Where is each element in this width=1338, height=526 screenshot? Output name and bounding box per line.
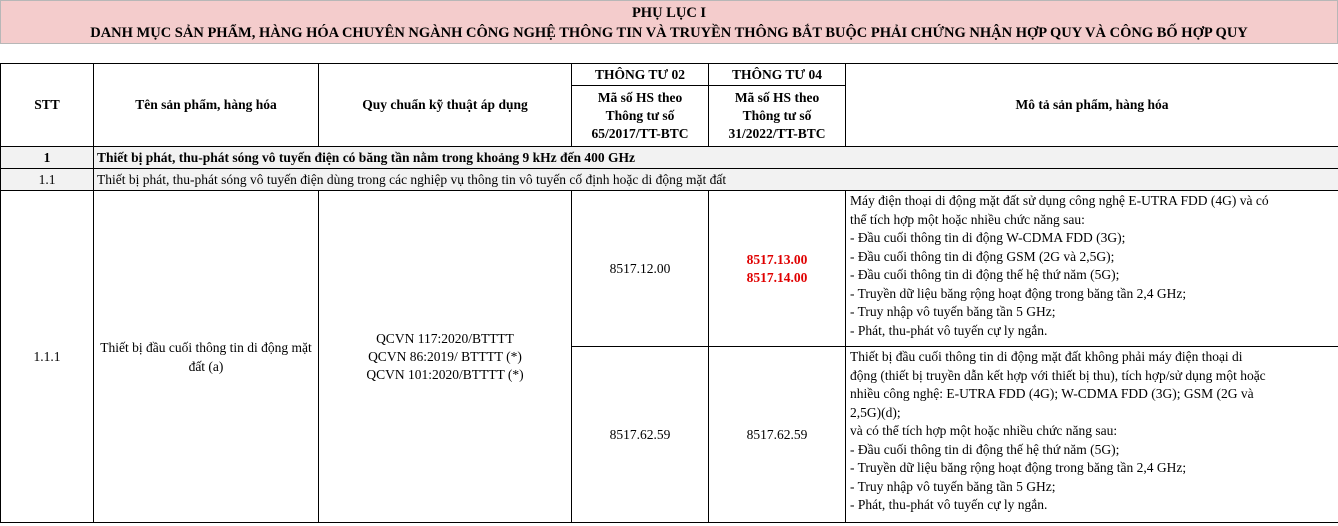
standard-line: QCVN 101:2020/BTTTT (*): [366, 366, 524, 382]
hs02-line-2: Thông tư số: [605, 108, 675, 123]
section-row-1-1: [1, 169, 1338, 191]
standard-line: QCVN 86:2019/ BTTTT (*): [368, 348, 522, 364]
item-row-1-hs04: [709, 191, 846, 347]
header-standard: Quy chuẩn kỹ thuật áp dụng: [319, 64, 572, 147]
header-hs-code-04: [709, 86, 846, 147]
header-product-name: Tên sản phẩm, hàng hóa: [94, 64, 319, 147]
desc-line: Máy điện thoại di động mặt đất sử dụng công nghệ E-UTRA FDD (4G) và có: [850, 193, 1269, 208]
appendix-title: PHỤ LỤC I: [631, 5, 707, 21]
item-row-1-description: [846, 191, 1338, 347]
desc-line: - Truyền dữ liệu băng rộng hoạt động trong băng tần 2,4 GHz;: [850, 460, 1187, 475]
hs04-line-1: Mã số HS theo: [734, 90, 820, 105]
desc-line: - Đầu cuối thông tin di động thế hệ thứ năm (5G);: [850, 267, 1120, 282]
header-hs-code-02: [572, 86, 709, 147]
desc-line: - Đầu cuối thông tin di động thế hệ thứ năm (5G);: [850, 441, 1120, 457]
desc-line: - Đầu cuối thông tin di động GSM (2G và 2,5G);: [850, 248, 1115, 264]
section-1-stt: 1: [1, 147, 94, 169]
item-1-1-1-standards: [319, 191, 572, 523]
header-circular-04: THÔNG TƯ 04: [709, 64, 846, 86]
item-row-2-description: [846, 347, 1338, 523]
desc-line: - Phát, thu-phát vô tuyến cự ly ngắn.: [850, 322, 1048, 338]
hs02-line-3: 65/2017/TT-BTC: [591, 126, 689, 141]
desc-line: - Phát, thu-phát vô tuyến cự ly ngắn.: [850, 497, 1048, 512]
desc-line: - Đầu cuối thông tin di động W-CDMA FDD (3G);: [850, 230, 1126, 245]
hs04-code: 8517.13.00: [746, 251, 808, 267]
item-1-1-1-stt: 1.1.1: [1, 191, 94, 523]
desc-line: thể tích hợp một hoặc nhiều chức năng sau:: [850, 211, 1085, 227]
header-stt: STT: [1, 64, 94, 147]
header-row-1: [1, 64, 1338, 86]
item-1-1-1-name: Thiết bị đầu cuối thông tin di động mặt đất (a): [94, 191, 319, 523]
desc-line: 2,5G)(d);: [850, 404, 901, 420]
hs02-line-1: Mã số HS theo: [597, 90, 683, 105]
item-row-2-hs04: 8517.62.59: [709, 347, 846, 523]
item-row-2-hs02: 8517.62.59: [572, 347, 709, 523]
standard-line: QCVN 117:2020/BTTTT: [376, 330, 514, 346]
desc-line: - Truy nhập vô tuyến băng tần 5 GHz;: [850, 478, 1056, 494]
desc-line: - Truy nhập vô tuyến băng tần 5 GHz;: [850, 304, 1056, 319]
desc-line: Thiết bị đầu cuối thông tin di động mặt đất không phải máy điện thoại di: [850, 349, 1243, 364]
hs04-code: 8517.14.00: [746, 269, 808, 285]
section-row-1: [1, 147, 1338, 169]
header-circular-02: THÔNG TƯ 02: [572, 64, 709, 86]
desc-line: động (thiết bị truyền dẫn kết hợp với thiết bị thu), tích hợp/sử dụng một hoặc: [850, 367, 1266, 383]
section-1-1-title: Thiết bị phát, thu-phát sóng vô tuyến điện dùng trong các nghiệp vụ thông tin vô tuyến cố định hoặc di động mặt đất: [94, 169, 1338, 191]
desc-line: nhiều công nghệ: E-UTRA FDD (4G); W-CDMA FDD (3G); GSM (2G và: [850, 386, 1254, 401]
hs04-line-3: 31/2022/TT-BTC: [728, 126, 826, 141]
desc-line: và có thể tích hợp một hoặc nhiều chức năng sau:: [850, 423, 1118, 438]
item-row-1: [1, 191, 1338, 347]
hs04-line-2: Thông tư số: [742, 108, 812, 123]
desc-line: - Truyền dữ liệu băng rộng hoạt động trong băng tần 2,4 GHz;: [850, 285, 1187, 301]
item-row-1-hs02: 8517.12.00: [572, 191, 709, 347]
appendix-subtitle: DANH MỤC SẢN PHẨM, HÀNG HÓA CHUYÊN NGÀNH CÔNG NGHỆ THÔNG TIN VÀ TRUYỀN THÔNG BẮT BUỘC PHẢI CHỨNG NHẬN HỢP QUY VÀ CÔNG BỐ HỢP QUY: [90, 25, 1248, 41]
section-1-title: Thiết bị phát, thu-phát sóng vô tuyến điện có băng tần nằm trong khoảng 9 kHz đến 400 GHz: [94, 147, 1338, 169]
section-1-1-stt: 1.1: [1, 169, 94, 191]
header-description: Mô tả sản phẩm, hàng hóa: [846, 64, 1338, 147]
product-table: [0, 63, 1338, 523]
appendix-title-banner: [0, 0, 1338, 44]
